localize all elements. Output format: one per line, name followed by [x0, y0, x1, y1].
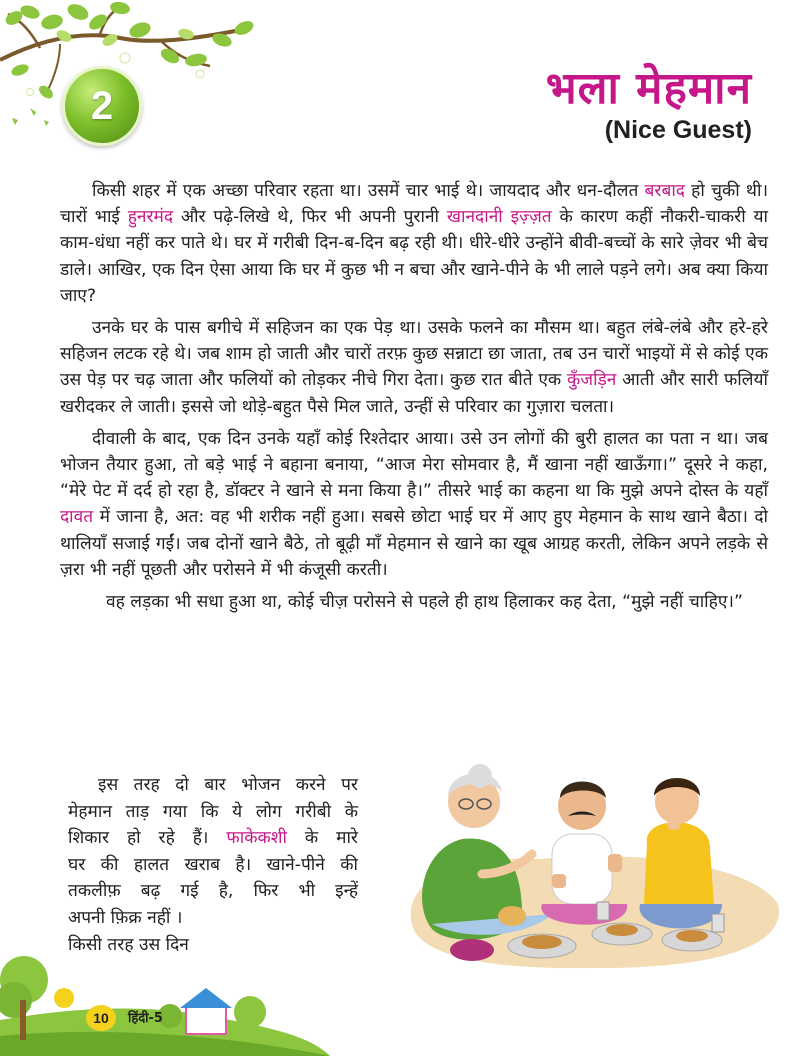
- paragraph: [60, 315, 768, 420]
- text-segment: और पढ़े-लिखे थे, फिर भी अपनी पुरानी: [173, 207, 447, 228]
- text-segment: किसी तरह उस दिन: [68, 934, 189, 955]
- chapter-number: 2: [90, 83, 114, 128]
- highlighted-word: खानदानी: [446, 207, 503, 228]
- highlighted-word: फाकेकशी: [226, 828, 287, 849]
- text-segment: किसी शहर में एक अच्छा परिवार रहता था। उसमें चार भाई थे। जायदाद और धन-दौलत: [92, 181, 645, 201]
- text-segment: के मारे: [286, 828, 359, 849]
- highlighted-word: दावत: [60, 507, 94, 528]
- text-segment: इस तरह दो बार भोजन करने पर: [98, 775, 358, 795]
- text-line: [68, 799, 358, 826]
- text-line: [68, 825, 358, 852]
- highlighted-word: इज़्ज़त: [510, 207, 552, 228]
- text-segment: तकलीफ़ बढ़ गई है, फिर भी इन्हें: [68, 881, 358, 902]
- story-text-wrapped: [68, 772, 358, 958]
- text-line: [68, 878, 358, 905]
- text-segment: शिकार हो रहे हैं।: [68, 828, 227, 849]
- text-line: [68, 905, 358, 932]
- text-segment: के कारण कहीं नौकरी-चाकरी या काम-धंधा नहीं कर पाते थे। घर में गरीबी दिन-ब-दिन बढ़ रही थी। धीरे-धीरे उन्होंने बीवी-बच्चों के सारे ज़ेवर भी बेच डाले। आखिर, एक दिन ऐसा आया कि घर में कुछ भी न बचा और खाने-पीने के भी लाले पड़ने लगे। अब क्या किया जाए?: [60, 207, 769, 306]
- text-segment: हो चुकी थी। चारों भाई: [60, 181, 768, 228]
- story-text: [60, 178, 768, 621]
- text-segment: वह लड़का भी सधा हुआ था, कोई चीज़ परोसने से पहले ही हाथ हिलाकर कह देता, “मुझे नहीं चाहिए।”: [106, 592, 743, 613]
- text-line: [68, 852, 358, 879]
- text-segment: घर की हालत खराब है। खाने-पीने की: [68, 854, 358, 875]
- highlighted-word: हुनरमंद: [127, 207, 174, 228]
- chapter-number-badge: [62, 66, 142, 146]
- paragraph: [60, 589, 768, 615]
- trees-and-house-icon: [0, 940, 330, 1056]
- text-segment: उनके घर के पास बगीचे में सहिजन का एक पेड़ था। उसके फलने का मौसम था। बहुत लंबे-लंबे और हरे-हरे सहिजन लटक रहे थे। जब शाम हो जाती और चारों तरफ़ कुछ सन्नाटा छा जाता, तब उन चारों भाइयों में से कोई एक उस पेड़ पर चढ़ जाता और फलियों को तोड़कर नीचे गिरा देता। कुछ रात बीते एक: [60, 318, 768, 391]
- highlighted-word: बरबाद: [644, 181, 685, 201]
- page-number-badge: [86, 1005, 116, 1031]
- family-meal-illustration: [392, 754, 788, 976]
- text-segment: दीवाली के बाद, एक दिन उनके यहाँ कोई रिश्तेदार आया। उसे उन लोगों की बुरी हालत का पता न था। जब भोजन तैयार हुआ, तो बड़े भाई ने बहाना बनाया, “आज मेरा सोमवार है, मैं खाना नहीं खाऊँगा।” दूसरे ने कहा, “मेरे पेट में दर्द हो रहा है, डॉक्टर ने खाने से मना किया है।” तीसरे भाई का कहना था कि मुझे अपने दोस्त के यहाँ: [60, 428, 768, 502]
- paragraph: [60, 426, 768, 583]
- page-title: भला मेहमान: [545, 63, 752, 114]
- text-segment: में जाना है, अत: वह भी शरीक नहीं हुआ। सबसे छोटा भाई घर में आए हुए मेहमान के साथ खाने बैठा। दो थालियाँ सजाई गईं। जब दोनों खाने बैठे, तो बूढ़ी माँ मेहमान से खाने का खूब आग्रह करती, लेकिन अपने लड़के से ज़रा भी नहीं पूछती और परोसने में भी कंजूसी करती।: [60, 507, 768, 580]
- book-label: हिंदी-5: [128, 1011, 163, 1026]
- page-number: 10: [93, 1010, 109, 1026]
- paragraph: [60, 178, 768, 309]
- page-subtitle: (Nice Guest): [604, 116, 752, 144]
- text-segment: अपनी फ़िक्र नहीं ।: [68, 907, 183, 928]
- text-segment: आती और सारी फलियाँ खरीदकर ले जाती। इससे जो थोड़े-बहुत पैसे मिल जाते, उन्हीं से परिवार का गुज़ारा चलता।: [60, 370, 768, 417]
- text-segment: मेहमान ताड़ गया कि ये लोग गरीबी के: [68, 801, 358, 822]
- highlighted-word: कुँजड़िन: [566, 370, 617, 391]
- text-line: [68, 772, 358, 799]
- text-segment: [503, 207, 511, 227]
